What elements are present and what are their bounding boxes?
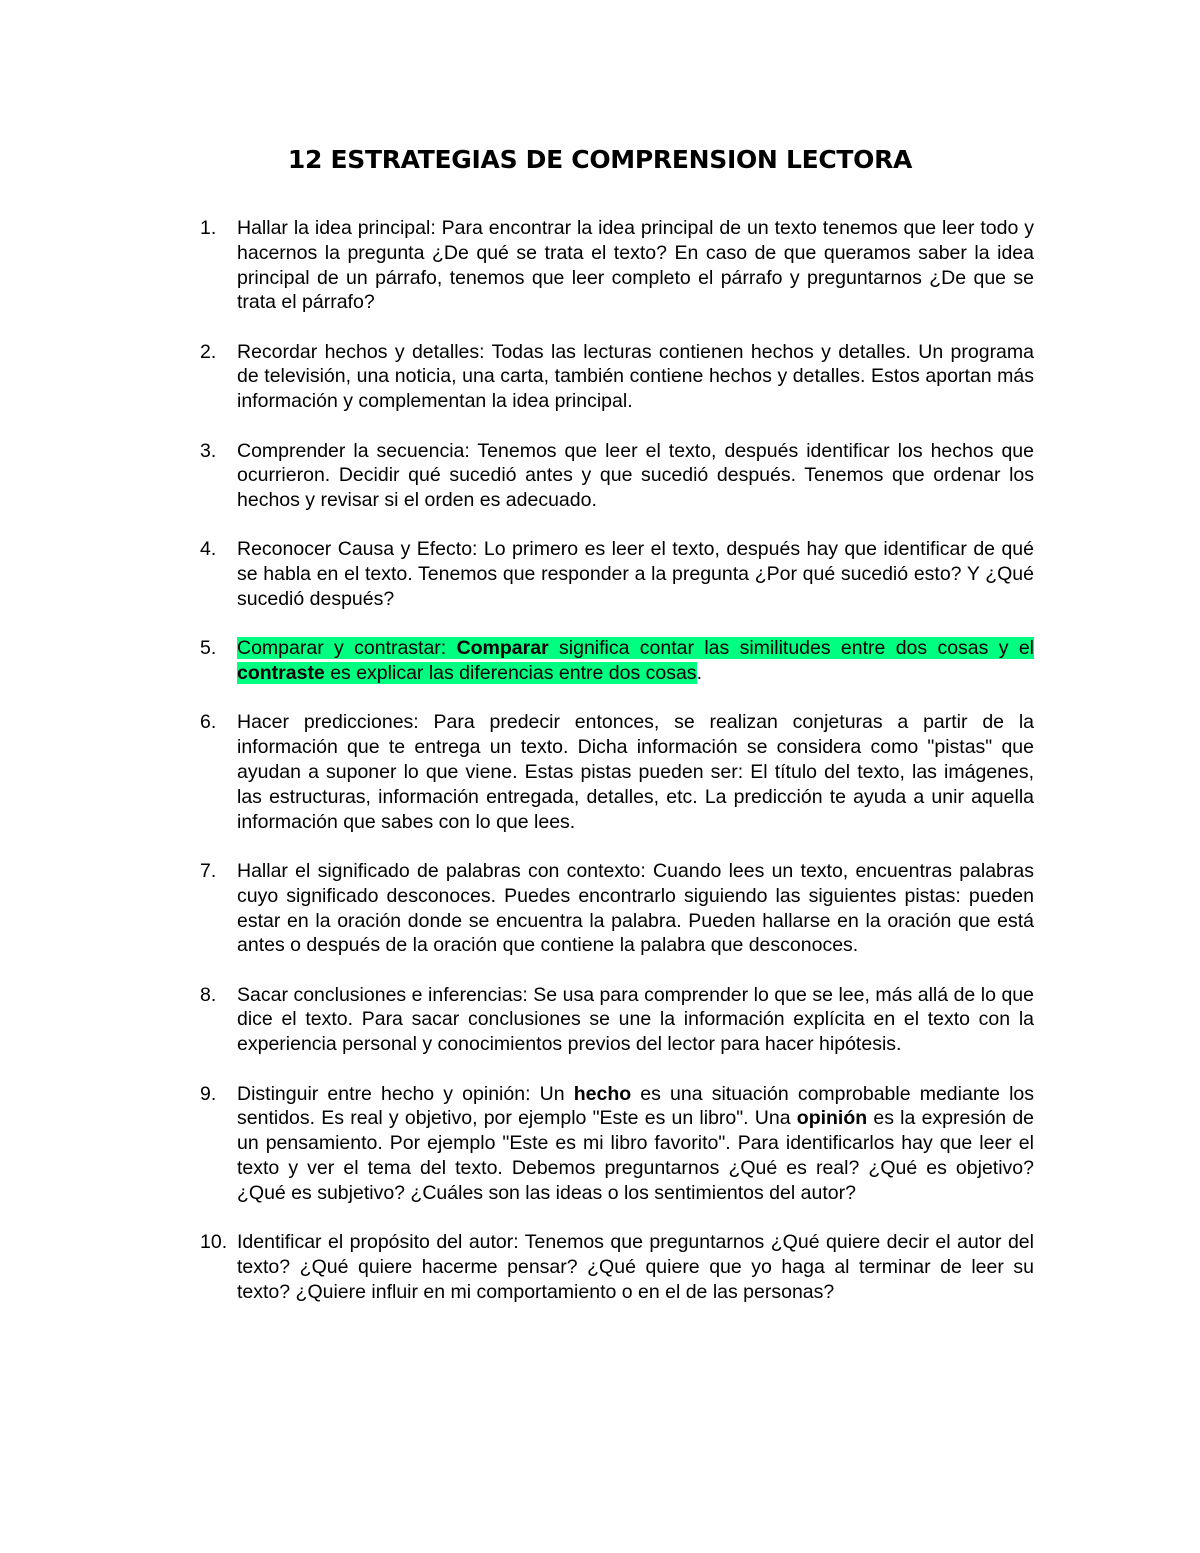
list-item [200, 710, 1034, 834]
item-text: Identificar el propósito del autor: Tenemos que preguntarnos ¿Qué quiere decir el autor del texto? ¿Qué quiere hacerme pensar? ¿Qué quiere que yo haga al terminar de leer su texto? ¿Quiere influir en mi comportamiento o en el de las personas? [237, 1231, 1034, 1303]
list-item [200, 439, 1034, 513]
list-item [200, 537, 1034, 611]
item-number: 6. [200, 711, 217, 734]
list-item [200, 983, 1034, 1057]
item-text-segment: es explicar las diferencias entre dos cosas [324, 662, 697, 685]
list-item [200, 1082, 1034, 1206]
list-item-highlighted [200, 636, 1034, 686]
strategy-list [200, 216, 1034, 1329]
list-item [200, 340, 1034, 414]
list-item [200, 216, 1034, 315]
item-text-segment: Comparar y contrastar: [237, 637, 457, 660]
item-number: 4. [200, 538, 217, 561]
item-number: 9. [200, 1082, 217, 1105]
bold-term: contraste [237, 662, 325, 685]
item-text-segment: significa contar las similitudes entre dos cosas y el [548, 637, 1034, 660]
item-text-segment: es la expresión de un pensamiento. Por ejemplo "Este es mi libro favorito". Para identificarlos hay que leer el texto y ver el tema del texto. Debemos preguntarnos ¿Qué es real? ¿Qué es objetivo? ¿Qué es subjetivo? ¿Cuáles son las ideas o los sentimientos del autor? [237, 1107, 1035, 1204]
list-item [200, 859, 1034, 958]
bold-term: Comparar [456, 637, 549, 660]
item-number: 1. [200, 217, 217, 239]
item-number: 5. [200, 637, 217, 660]
item-text: Sacar conclusiones e inferencias: Se usa para comprender lo que se lee, más allá de lo que dice el texto. Para sacar conclusiones se une la información explícita en el texto con la experiencia personal y conocimientos previos del lector para hacer hipótesis. [237, 983, 1034, 1056]
highlighted-text [237, 637, 1034, 684]
item-number: 10. [200, 1231, 228, 1253]
item-text: Hacer predicciones: Para predecir entonces, se realizan conjeturas a partir de la información que te entrega un texto. Dicha información se considera como "pistas" que ayudan a suponer lo que viene. Estas pistas pueden ser: El título del texto, las imágenes, las estructuras, información entregada, detalles, etc. La predicción te ayuda a unir aquella información que sabes con lo que lees. [237, 711, 1034, 833]
bold-term: opinión [796, 1107, 868, 1130]
document-title: 12 ESTRATEGIAS DE COMPRENSION LECTORA [287, 145, 913, 174]
list-item [200, 1230, 1034, 1304]
bold-term: hecho [573, 1082, 632, 1105]
item-text: Comprender la secuencia: Tenemos que leer el texto, después identificar los hechos que ocurrieron. Decidir qué sucedió antes y que sucedió después. Tenemos que ordenar los hechos y revisar si el orden es adecuado. [237, 439, 1034, 512]
item-text: Reconocer Causa y Efecto: Lo primero es leer el texto, después hay que identificar de qué se habla en el texto. Tenemos que responder a la pregunta ¿Por qué sucedió esto? Y ¿Qué sucedió después? [237, 538, 1034, 611]
item-text: Recordar hechos y detalles: Todas las lecturas contienen hechos y detalles. Un programa de televisión, una noticia, una carta, también contiene hechos y detalles. Estos aportan más información y complementan la idea principal. [237, 340, 1034, 413]
item-number: 3. [200, 439, 217, 462]
item-text: Hallar el significado de palabras con contexto: Cuando lees un texto, encuentras palabras cuyo significado desconoces. Puedes encontrarlo siguiendo las siguientes pistas: pueden estar en la oración donde se encuentra la palabra. Pueden hallarse en la oración que está antes o después de la oración que contiene la palabra que desconoces. [237, 859, 1034, 957]
item-text-segment: . [696, 662, 702, 685]
item-number: 8. [200, 983, 217, 1006]
item-number: 2. [200, 340, 217, 363]
item-text-segment: Distinguir entre hecho y opinión: Un [237, 1082, 574, 1105]
item-number: 7. [200, 859, 217, 882]
item-text-segment: es una situación comprobable mediante los sentidos. Es real y objetivo, por ejemplo "Este es un libro". Una [237, 1082, 1035, 1130]
item-text: Hallar la idea principal: Para encontrar la idea principal de un texto tenemos que leer todo y hacernos la pregunta ¿De qué se trata el texto? En caso de que queramos saber la idea principal de un párrafo, tenemos que leer completo el párrafo y preguntarnos ¿De que se trata el párrafo? [237, 217, 1034, 314]
